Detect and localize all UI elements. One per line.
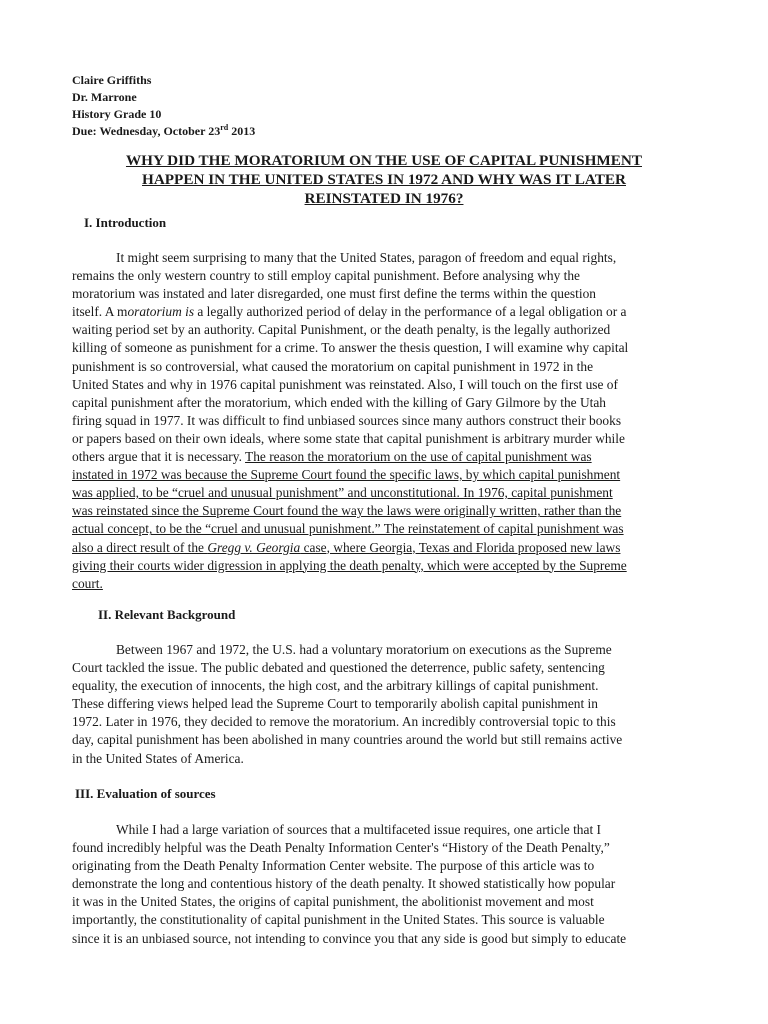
- essay-title: [72, 151, 696, 208]
- section-heading-background: II. Relevant Background: [98, 607, 236, 622]
- thesis-statement: The reason the moratorium on the use of capital punishment was: [245, 449, 592, 465]
- thesis-line: was reinstated since the Supreme Court found the way the laws were originally written, rather than the: [72, 503, 622, 519]
- title-line: HAPPEN IN THE UNITED STATES IN 1972 AND WHY WAS IT LATER: [142, 171, 626, 188]
- text-line: others argue that it is necessary. The reason the moratorium on the use of capital punishment was: [72, 449, 592, 465]
- thesis-line: instated in 1972 was because the Supreme Court found the specific laws, by which capital punishment: [72, 467, 621, 483]
- thesis-line: actual concept, to be the “cruel and unusual punishment.” The reinstatement of capital punishment was: [72, 521, 624, 537]
- text-line: It might seem surprising to many that the United States, paragon of freedom and equal rights,: [116, 250, 617, 265]
- thesis-line: court.: [72, 575, 103, 591]
- document-header: [72, 72, 255, 140]
- text-line: killing of someone as punishment for a crime. To answer the thesis question, I will examine why capital: [72, 340, 629, 356]
- thesis-line: was applied, to be “cruel and unusual punishment” and unconstitutional. In 1976, capital punishment: [72, 485, 613, 501]
- text-line: or papers based on their own ideals, where some state that capital punishment is arbitrary murder while: [72, 430, 625, 446]
- text-line: in the United States of America.: [72, 750, 244, 766]
- background-paragraph: [72, 641, 712, 768]
- text-line: it was in the United States, the origins of capital punishment, the abolitionist movement and most: [72, 894, 594, 910]
- section-heading-introduction: I. Introduction: [84, 215, 167, 230]
- course-name: History Grade 10: [72, 107, 162, 121]
- text-line: Between 1967 and 1972, the U.S. had a voluntary moratorium on executions as the Supreme: [116, 642, 612, 657]
- text-line: While I had a large variation of sources that a multifaceted issue requires, one article that I: [116, 822, 601, 837]
- text-line: since it is an unbiased source, not intending to convince you that any side is good but simply to educate: [72, 930, 627, 946]
- title-line: WHY DID THE MORATORIUM ON THE USE OF CAPITAL PUNISHMENT: [125, 152, 642, 169]
- text-line: importantly, the constitutionality of capital punishment in the United States. This source is valuable: [72, 912, 605, 928]
- text-line: day, capital punishment has been abolished in many countries around the world but still remains active: [72, 732, 623, 748]
- text-line: moratorium was instated and later disregarded, one must first define the terms within the question: [72, 286, 596, 302]
- thesis-line: giving their courts wider digression in applying the death penalty, which were accepted by the Supreme: [72, 557, 627, 573]
- title-line: REINSTATED IN 1976?: [304, 190, 464, 207]
- text-line: equality, the execution of innocents, the high cost, and the arbitrary killings of capital punishment.: [72, 678, 599, 694]
- text-line: waiting period set by an authority. Capital Punishment, or the death penalty, is the legally authorized: [72, 322, 611, 338]
- text-line: punishment is so controversial, what caused the moratorium on capital punishment in 1972 in the: [72, 358, 594, 374]
- text-line: 1972. Later in 1976, they decided to remove the moratorium. An incredibly controversial topic to this: [72, 714, 616, 730]
- text-line: demonstrate the long and contentious history of the death penalty. It showed statistically how popular: [72, 876, 616, 892]
- due-date: Due: Wednesday, October 23rd 2013: [72, 123, 256, 138]
- text-line: United States and why in 1976 capital punishment was reinstated. Also, I will touch on the first use of: [72, 376, 618, 392]
- text-line: capital punishment after the moratorium, which ended with the killing of Gary Gilmore by the Utah: [72, 394, 606, 410]
- text-line: Court tackled the issue. The public debated and questioned the deterrence, public safety, sentencing: [72, 660, 605, 676]
- section-heading-evaluation: III. Evaluation of sources: [75, 786, 216, 801]
- introduction-paragraph: [72, 249, 712, 593]
- text-line: firing squad in 1977. It was difficult to find unbiased sources since many authors construct their books: [72, 412, 622, 428]
- text-line: found incredibly helpful was the Death Penalty Information Center's “History of the Death Penalty,”: [72, 840, 610, 856]
- text-line: remains the only western country to still employ capital punishment. Before analysing why the: [72, 268, 580, 284]
- author-name: Claire Griffiths: [72, 73, 152, 87]
- text-line: These differing views helped lead the Supreme Court to temporarily abolish capital punishment in: [72, 696, 598, 712]
- thesis-line: also a direct result of the Gregg v. Georgia case, where Georgia, Texas and Florida proposed new laws: [72, 539, 621, 555]
- text-line: originating from the Death Penalty Information Center website. The purpose of this article was to: [72, 858, 595, 874]
- evaluation-paragraph: [72, 821, 712, 948]
- teacher-name: Dr. Marrone: [72, 90, 137, 104]
- text-line: itself. A moratorium is a legally authorized period of delay in the performance of a legal obligation or a: [72, 304, 627, 320]
